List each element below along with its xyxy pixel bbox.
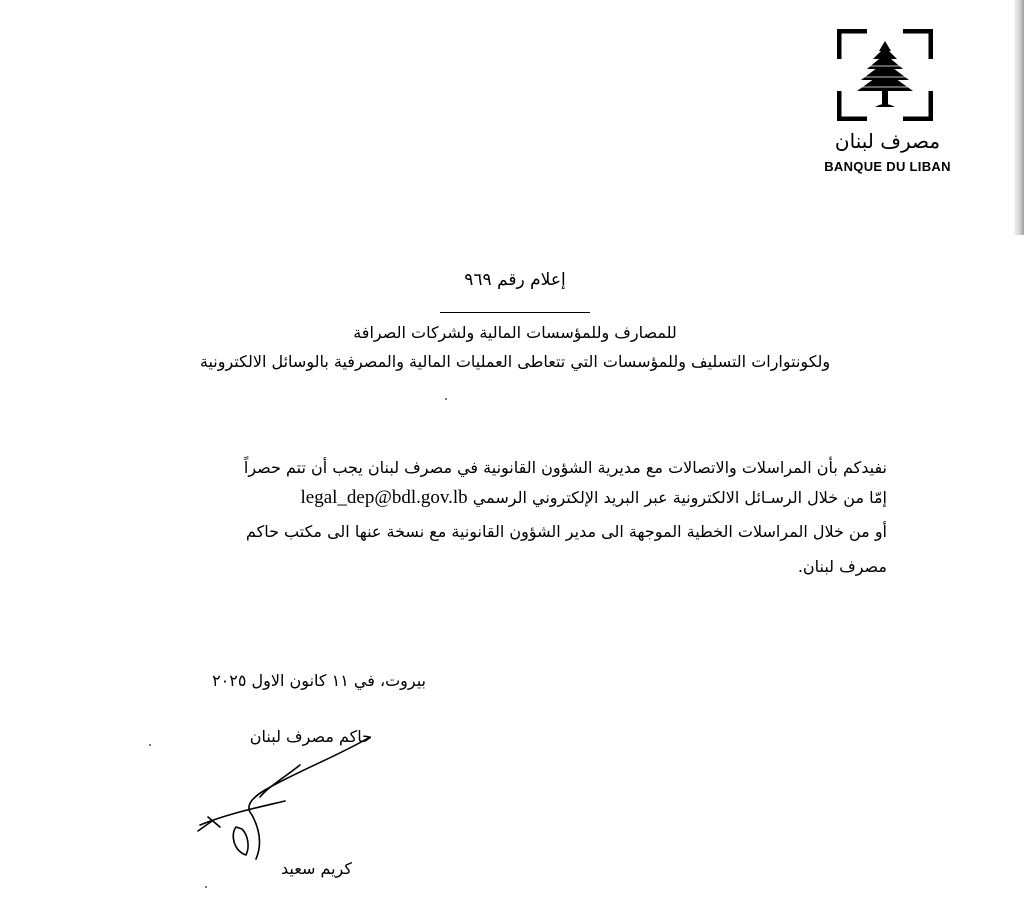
cedar-tree-icon <box>837 29 933 121</box>
body-line-1: نفيدكم بأن المراسلات والاتصالات مع مديرية الشؤون القانونية في مصرف لبنان يجب أن تتم حصراً <box>243 458 887 477</box>
logo-arabic-name: مصرف لبنان <box>834 129 941 153</box>
body-line-3: أو من خلال المراسلات الخطية الموجهة الى مدير الشؤون القانونية مع نسخة عنها الى مكتب حاكم <box>245 522 887 541</box>
addressee-line-2: ولكونتوارات التسليف وللمؤسسات التي تتعاطى العمليات المالية والمصرفية بالوسائل الالكترونية <box>199 352 831 371</box>
email-address: legal_dep@bdl.gov.lb <box>300 487 468 508</box>
dateline: بيروت، في ١١ كانون الاول ٢٠٢٥ <box>212 671 426 690</box>
scrollbar[interactable] <box>1014 0 1024 235</box>
scan-speck <box>149 744 151 746</box>
addressee-line-1: للمصارف وللمؤسسات المالية ولشركات الصرافة <box>353 323 677 342</box>
notice-title: إعلام رقم ٩٦٩ <box>464 270 566 290</box>
body-line-4: مصرف لبنان. <box>797 557 887 576</box>
handwritten-signature <box>190 735 390 865</box>
title-underline <box>440 312 590 313</box>
governor-name: كريم سعيد <box>281 859 352 878</box>
bank-logo <box>820 25 955 180</box>
scan-speck <box>445 398 447 400</box>
logo-french-name: BANQUE DU LIBAN <box>824 159 951 174</box>
governor-title: حاكم مصرف لبنان <box>249 727 372 746</box>
scan-speck <box>205 886 207 888</box>
body-line-2 <box>300 487 887 509</box>
body-line-2-text: إمّا من خلال الرسـائل الالكترونية عبر البريد الإلكتروني الرسمي <box>472 488 887 507</box>
